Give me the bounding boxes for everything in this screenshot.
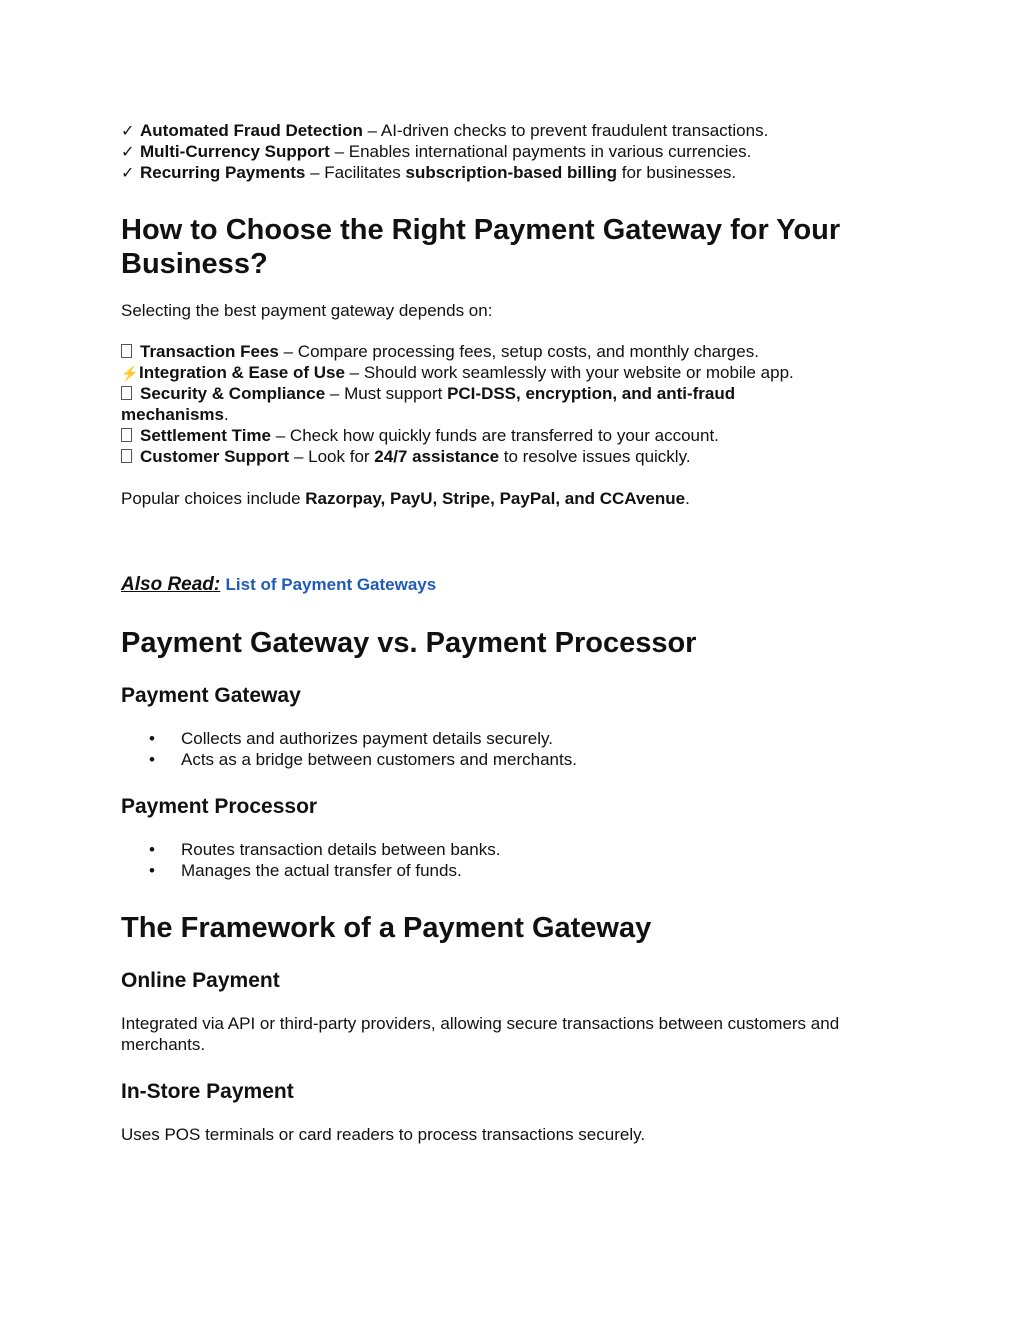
factor-item-continued: mechanisms. bbox=[121, 405, 229, 424]
also-read-label: Also Read: bbox=[121, 574, 221, 595]
subheading-processor: Payment Processor bbox=[121, 795, 318, 818]
missing-glyph-icon bbox=[121, 449, 132, 463]
instore-paragraph: Uses POS terminals or card readers to process transactions securely. bbox=[121, 1125, 646, 1144]
check-icon: ✓ bbox=[121, 165, 135, 182]
missing-glyph-icon bbox=[121, 344, 132, 358]
also-read-link[interactable]: List of Payment Gateways bbox=[225, 575, 437, 594]
bullet-icon: • bbox=[149, 861, 155, 880]
bullet-icon: • bbox=[149, 729, 155, 748]
bullet-icon: • bbox=[149, 840, 155, 859]
popular-choices: Popular choices include Razorpay, PayU, Stripe, PayPal, and CCAvenue. bbox=[121, 489, 690, 508]
missing-glyph-icon bbox=[121, 428, 132, 442]
missing-glyph-icon bbox=[121, 386, 132, 400]
feature-item: ✓ Multi-Currency Support – Enables international payments in various currencies. bbox=[121, 142, 752, 161]
check-icon: ✓ bbox=[121, 123, 135, 140]
section-heading-vs: Payment Gateway vs. Payment Processor bbox=[121, 627, 697, 659]
section-heading-framework: The Framework of a Payment Gateway bbox=[121, 912, 652, 944]
section-heading-choose: How to Choose the Right Payment Gateway for Your Business? bbox=[121, 214, 841, 280]
lightning-icon: ⚡ bbox=[121, 365, 139, 381]
also-read bbox=[121, 573, 436, 597]
factor-item: Customer Support – Look for 24/7 assistance to resolve issues quickly. bbox=[121, 446, 691, 467]
subheading-online: Online Payment bbox=[121, 969, 280, 992]
feature-item: ✓ Recurring Payments – Facilitates subscription-based billing for businesses. bbox=[121, 163, 737, 182]
check-icon: ✓ bbox=[121, 144, 135, 161]
factor-item: Settlement Time – Check how quickly funds are transferred to your account. bbox=[121, 425, 719, 446]
online-paragraph: Integrated via API or third-party providers, allowing secure transactions between customers and merchants. bbox=[121, 1014, 840, 1054]
subheading-gateway: Payment Gateway bbox=[121, 684, 301, 707]
bullet-icon: • bbox=[149, 750, 155, 769]
factor-item: ⚡Integration & Ease of Use – Should work seamlessly with your website or mobile app. bbox=[121, 363, 794, 382]
choose-intro: Selecting the best payment gateway depends on: bbox=[121, 301, 493, 320]
subheading-instore: In-Store Payment bbox=[121, 1080, 294, 1103]
factor-item: Transaction Fees – Compare processing fees, setup costs, and monthly charges. bbox=[121, 341, 759, 362]
factor-item: Security & Compliance – Must support PCI-DSS, encryption, and anti-fraud bbox=[121, 383, 735, 404]
feature-item: ✓ Automated Fraud Detection – AI-driven checks to prevent fraudulent transactions. bbox=[121, 121, 769, 140]
